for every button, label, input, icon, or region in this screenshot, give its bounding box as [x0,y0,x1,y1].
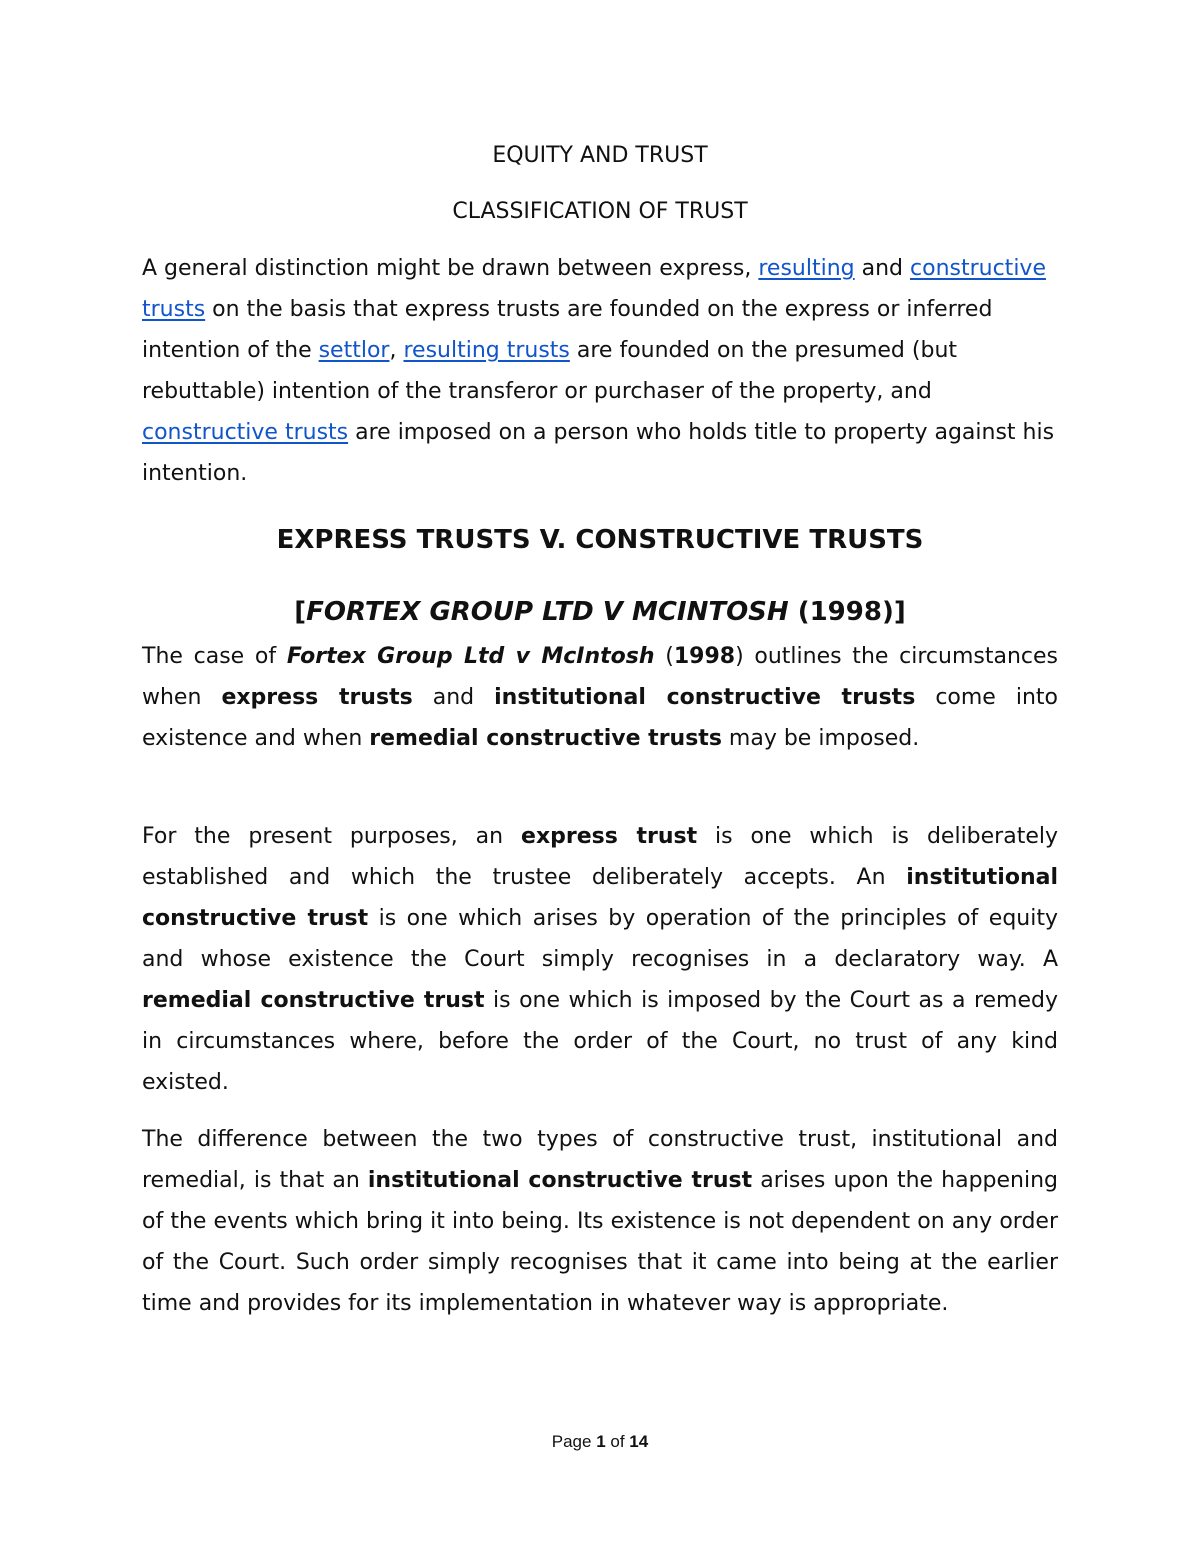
document-title: EQUITY AND TRUST [492,143,708,168]
page-number: 1 [596,1432,606,1451]
page-total: 14 [629,1432,649,1451]
link-settlor[interactable]: settlor [318,338,390,363]
paragraph-difference: The difference between the two types of constructive trust, institutional and remedial, is that an institutional constructive trust arises upon the happening of the events which bring it into being. Its existence is not dependent on any order of the Court. Such order simply recognises that it came into being at the earlier time and provides for its implementation in whatever way is appropriate. [142,1127,1059,1316]
case-citation: Fortex Group Ltd v McIntosh [286,644,655,669]
link-constructive-trusts-2[interactable]: constructive trusts [142,420,349,445]
section-heading: EXPRESS TRUSTS V. CONSTRUCTIVE TRUSTS [276,525,924,555]
link-constructive-trusts[interactable]: constructive trusts [142,256,1046,322]
intro-paragraph: A general distinction might be drawn between express, resulting and constructive trusts on the basis that express trusts are founded on the express or inferred intention of the settlor, resulting trusts are founded on the presumed (but rebuttable) intention of the transferor or purchaser of the property, and constructive trusts are imposed on a person who holds title to property against his intention. [142,256,1055,486]
paragraph-fortex: The case of Fortex Group Ltd v McIntosh (1998) outlines the circumstances when express trusts and institutional constructive trusts come into existence and when remedial constructive trusts may be imposed. [142,644,1058,751]
case-name: FORTEX GROUP LTD V MCINTOSH [306,597,789,627]
document-subtitle: CLASSIFICATION OF TRUST [452,199,748,224]
paragraph-definitions: For the present purposes, an express trust is one which is deliberately established and which the trustee deliberately accepts. An institutional constructive trust is one which arises by operation of the principles of equity and whose existence the Court simply recognises in a declaratory way. A remedial constructive trust is one which is imposed by the Court as a remedy in circumstances where, before the order of the Court, no trust of any kind existed. [142,824,1059,1095]
case-heading: [FORTEX GROUP LTD V MCINTOSH (1998)] [294,597,906,627]
page-footer: Page 1 of 14 [551,1432,649,1451]
link-resulting-trusts[interactable]: resulting trusts [403,338,570,363]
link-resulting[interactable]: resulting [758,256,855,281]
